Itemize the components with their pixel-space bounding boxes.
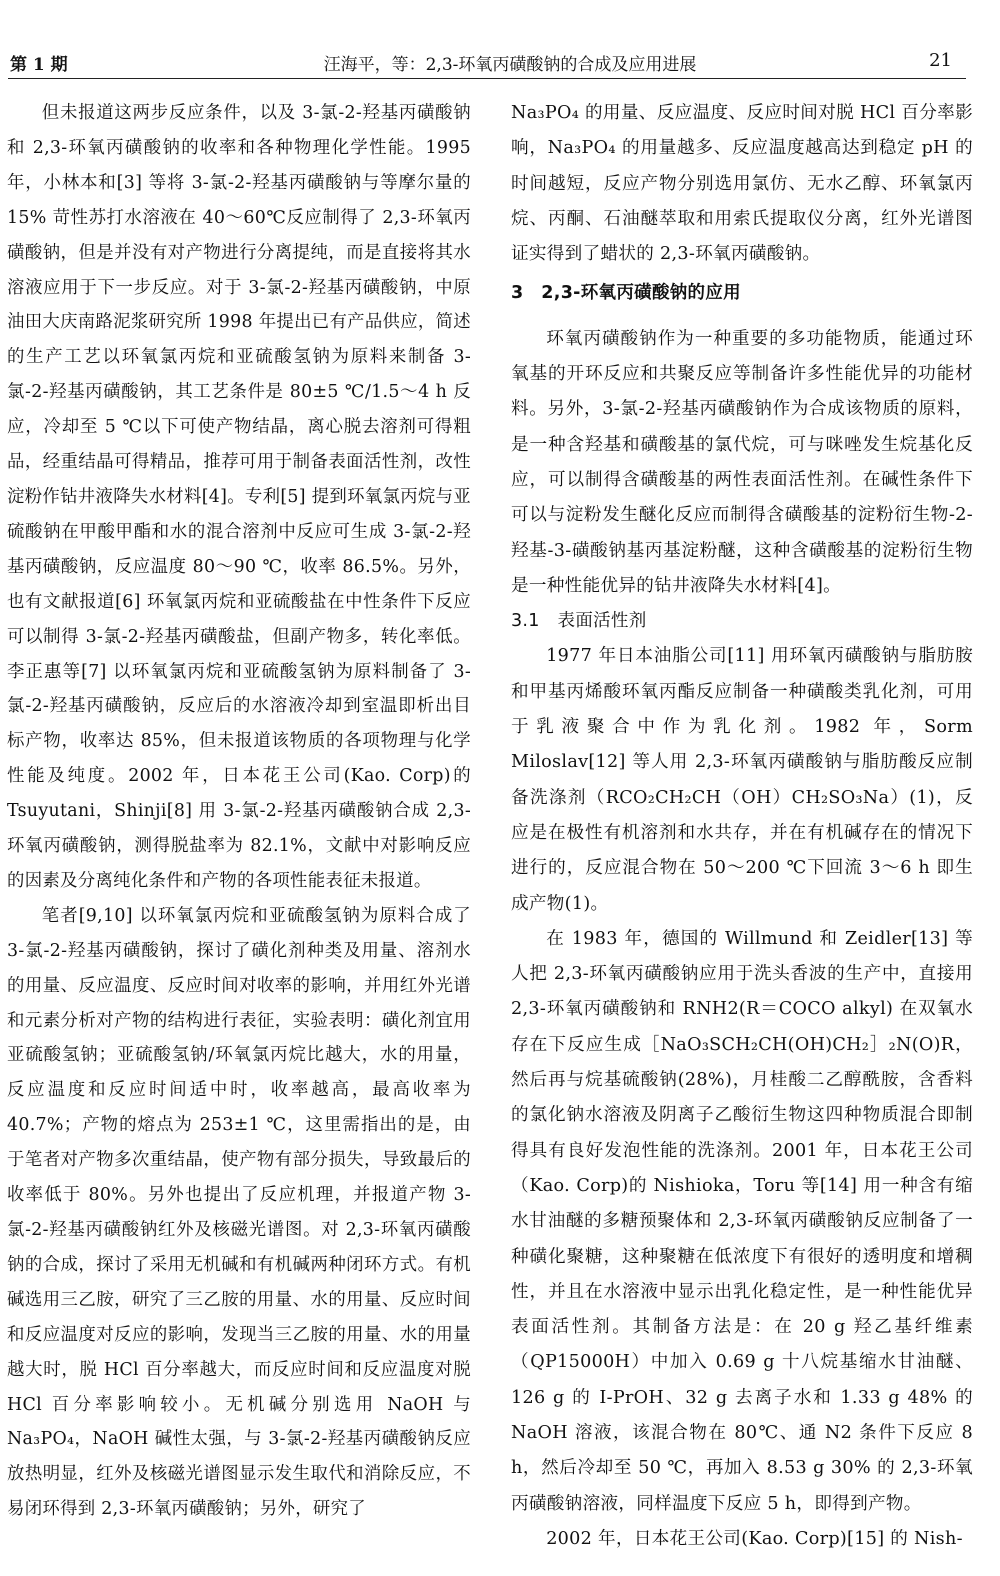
page-number: 21 bbox=[929, 50, 952, 71]
paragraph: 笔者[9,10] 以环氧氯丙烷和亚硫酸氢钠为原料合成了 3-氯-2-羟基丙磺酸钠，探讨了磺化剂种类及用量、溶剂水的用量、反应温度、反应时间对收率的影响，并用红外光谱和元素分析对产物的结构进行表征，实验表明：磺化剂宜用亚硫酸氢钠；亚硫酸氢钠/环氧氯丙烷比越大，水的用量，反应温度和反应时间适中时，收率越高，最高收率为 40.7%；产物的熔点为 253±1 ℃，这里需指出的是，由于笔者对产物多次重结晶，使产物有部分损失，导致最后的收率低于 80%。另外也提出了反应机理，并报道产物 3-氯-2-羟基丙磺酸钠红外及核磁光谱图。对 2,3-环氧丙磺酸钠的合成，探讨了采用无机碱和有机碱两种闭环方式。有机碱选用三乙胺，研究了三乙胺的用量、水的用量、反应时间和反应温度对反应的影响，发现当三乙胺的用量、水的用量越大时，脱 HCl 百分率越大，而反应时间和反应温度对脱 HCl 百分率影响较小。无机碱分别选用 NaOH 与 Na₃PO₄，NaOH 碱性太强，与 3-氯-2-羟基丙磺酸钠反应放热明显，红外及核磁光谱图显示发生取代和消除反应，不易闭环得到 2,3-环氧丙磺酸钠；另外，研究了 bbox=[7, 905, 471, 1520]
running-title: 汪海平，等：2,3-环氧丙磺酸钠的合成及应用进展 bbox=[323, 55, 697, 75]
paragraph: Na₃PO₄ 的用量、反应温度、反应时间对脱 HCl 百分率影响，Na₃PO₄ 的用量越多、反应温度越高达到稳定 pH 的时间越短，反应产物分别选用氯仿、无水乙醇、环氧氯丙烷、丙酮、石油醚萃取和用索氏提取仪分离，红外光谱图证实得到了蜡状的 2,3-环氧丙磺酸钠。 bbox=[511, 103, 973, 265]
section-heading: 3 2,3-环氧丙磺酸钠的应用 bbox=[511, 283, 741, 304]
right-column bbox=[511, 96, 973, 1557]
left-column bbox=[7, 96, 471, 1527]
paragraph: 2002 年，日本花王公司(Kao. Corp)[15] 的 Nish- bbox=[546, 1528, 963, 1549]
paragraph: 在 1983 年，德国的 Willmund 和 Zeidler[13] 等人把 2,3-环氧丙磺酸钠应用于洗头香波的生产中，直接用 2,3-环氧丙磺酸钠和 RNH2(R＝COCO alkyl) 在双氧水存在下反应生成［NaO₃SCH₂CH(OH)CH₂］₂N(O)R，然后再与烷基硫酸钠(28%)，月桂酸二乙醇酰胺，含香料的氯化钠水溶液及阴离子乙酸衍生物这四种物质混合即制得具有良好发泡性能的洗涤剂。2001 年，日本花王公司（Kao. Corp)的 Nishioka，Toru 等[14] 用一种含有缩水甘油醚的多糖预聚体和 2,3-环氧丙磺酸钠反应制备了一种磺化聚糖，这种聚糖在低浓度下有很好的透明度和增稠性，并且在水溶液中显示出乳化稳定性，是一种性能优异表面活性剂。其制备方法是：在 20 g 羟乙基纤维素（QP15000H）中加入 0.69 g 十八烷基缩水甘油醚、126 g 的 I-PrOH、32 g 去离子水和 1.33 g 48% 的 NaOH 溶液，该混合物在 80℃、通 N2 条件下反应 8 h，然后冷却至 50 ℃，再加入 8.53 g 30% 的 2,3-环氧丙磺酸钠溶液，同样温度下反应 5 h，即得到产物。 bbox=[511, 928, 973, 1514]
issue-label: 第 1 期 bbox=[10, 55, 68, 75]
subsection-heading: 3.1 表面活性剂 bbox=[511, 611, 647, 632]
paragraph: 环氧丙磺酸钠作为一种重要的多功能物质，能通过环氧基的开环反应和共聚反应等制备许多性能优异的功能材料。另外，3-氯-2-羟基丙磺酸钠作为合成该物质的原料，是一种含羟基和磺酸基的氯代烷，可与咪唑发生烷基化反应，可以制得含磺酸基的两性表面活性剂。在碱性条件下可以与淀粉发生醚化反应而制得含磺酸基的淀粉衍生物-2-羟基-3-磺酸钠基丙基淀粉醚，这种含磺酸基的淀粉衍生物是一种性能优异的钻井液降失水材料[4]。 bbox=[511, 328, 973, 596]
header-rule bbox=[8, 78, 966, 79]
paragraph: 1977 年日本油脂公司[11] 用环氧丙磺酸钠与脂肪胺和甲基丙烯酸环氧丙酯反应制备一种磺酸类乳化剂，可用于乳液聚合中作为乳化剂。1982 年，Sorm Miloslav[12] 等人用 2,3-环氧丙磺酸钠与脂肪酸反应制备洗涤剂（RCO₂CH₂CH（OH）CH₂SO₃Na）(1)，反应是在极性有机溶剂和水共存，并在有机碱存在的情况下进行的，反应混合物在 50～200 ℃下回流 3～6 h 即生成产物(1)。 bbox=[511, 646, 973, 914]
paragraph: 但未报道这两步反应条件，以及 3-氯-2-羟基丙磺酸钠和 2,3-环氧丙磺酸钠的收率和各种物理化学性能。1995 年，小林本和[3] 等将 3-氯-2-羟基丙磺酸钠与等摩尔量的 15% 苛性苏打水溶液在 40～60℃反应制得了 2,3-环氧丙磺酸钠，但是并没有对产物进行分离提纯，而是直接将其水溶液应用于下一步反应。对于 3-氯-2-羟基丙磺酸钠，中原油田大庆南路泥浆研究所 1998 年提出已有产品供应，简述的生产工艺以环氧氯丙烷和亚硫酸氢钠为原料来制备 3-氯-2-羟基丙磺酸钠，其工艺条件是 80±5 ℃/1.5～4 h 反应，冷却至 5 ℃以下可使产物结晶，离心脱去溶剂可得粗品，经重结晶可得精品，推荐可用于制备表面活性剂，改性淀粉作钻井液降失水材料[4]。专利[5] 提到环氧氯丙烷与亚硫酸钠在甲酸甲酯和水的混合溶剂中反应可生成 3-氯-2-羟基丙磺酸钠，反应温度 80～90 ℃，收率 86.5%。另外，也有文献报道[6] 环氧氯丙烷和亚硫酸盐在中性条件下反应可以制得 3-氯-2-羟基丙磺酸盐，但副产物多，转化率低。李正惠等[7] 以环氧氯丙烷和亚硫酸氢钠为原料制备了 3-氯-2-羟基丙磺酸钠，反应后的水溶液冷却到室温即析出目标产物，收率达 85%，但未报道该物质的各项物理与化学性能及纯度。2002 年，日本花王公司(Kao. Corp)的 Tsuyutani，Shinji[8] 用 3-氯-2-羟基丙磺酸钠合成 2,3-环氧丙磺酸钠，测得脱盐率为 82.1%，文献中对影响反应的因素及分离纯化条件和产物的各项性能表征未报道。 bbox=[7, 103, 472, 891]
